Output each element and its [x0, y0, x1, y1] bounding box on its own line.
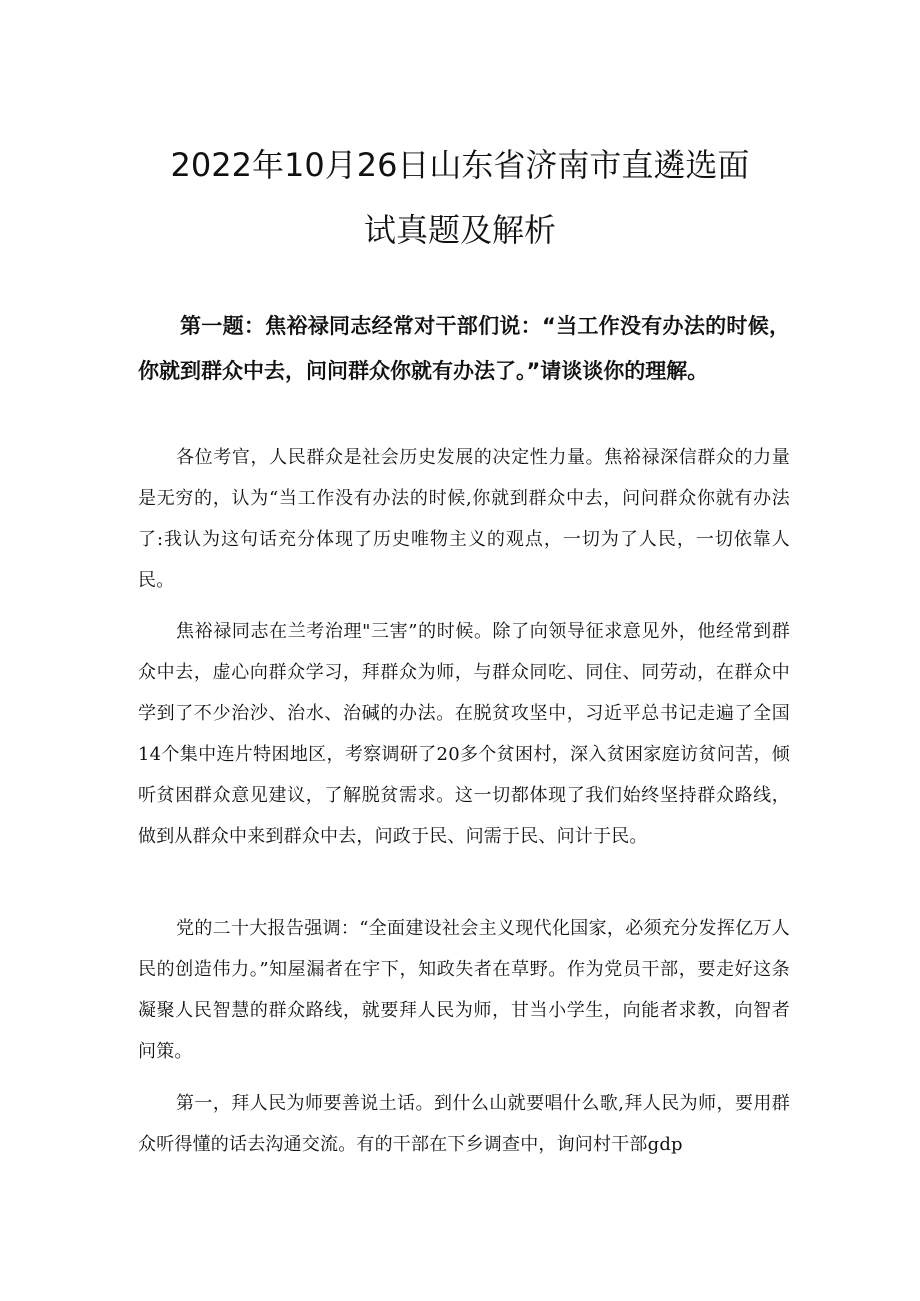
document-title-line-2: 试真题及解析	[363, 211, 556, 249]
question-heading: 第一题：焦裕禄同志经常对干部们说：“当工作没有办法的时候，你就到群众中去，问问群众你就有办法了。”请谈谈你的理解。	[138, 314, 790, 383]
paragraph-1: 各位考官，人民群众是社会历史发展的决定性力量。焦裕禄深信群众的力量是无穷的，认为“当工作没有办法的时候,你就到群众中去，问问群众你就有办法了:我认为这句话充分体现了历史唯物主义的观点，一切为了人民，一切依靠人民。	[138, 447, 790, 591]
paragraph-4: 第一，拜人民为师要善说土话。到什么山就要唱什么歌,拜人民为师，要用群众听得懂的话去沟通交流。有的干部在下乡调查中，询问村干部gdp	[138, 1093, 790, 1155]
paragraph-3: 党的二十大报告强调：“全面建设社会主义现代化国家，必须充分发挥亿万人民的创造伟力。”知屋漏者在宇下，知政失者在草野。作为党员干部，要走好这条凝聚人民智慧的群众路线，就要拜人民为师，甘当小学生，向能者求教，向智者问策。	[138, 918, 790, 1062]
document-title-line-1: 2022年10月26日山东省济南市直遴选面	[170, 146, 750, 184]
paragraph-2: 焦裕禄同志在兰考治理"三害”的时候。除了向领导征求意见外，他经常到群众中去，虚心向群众学习，拜群众为师，与群众同吃、同住、同劳动，在群众中学到了不少治沙、治水、治碱的办法。在脱贫攻坚中，习近平总书记走遍了全国14个集中连片特困地区，考察调研了20多个贫困村，深入贫困家庭访贫问苦，倾听贫困群众意见建议，了解脱贫需求。这一切都体现了我们始终坚持群众路线，做到从群众中来到群众中去，问政于民、问需于民、问计于民。	[138, 621, 790, 847]
